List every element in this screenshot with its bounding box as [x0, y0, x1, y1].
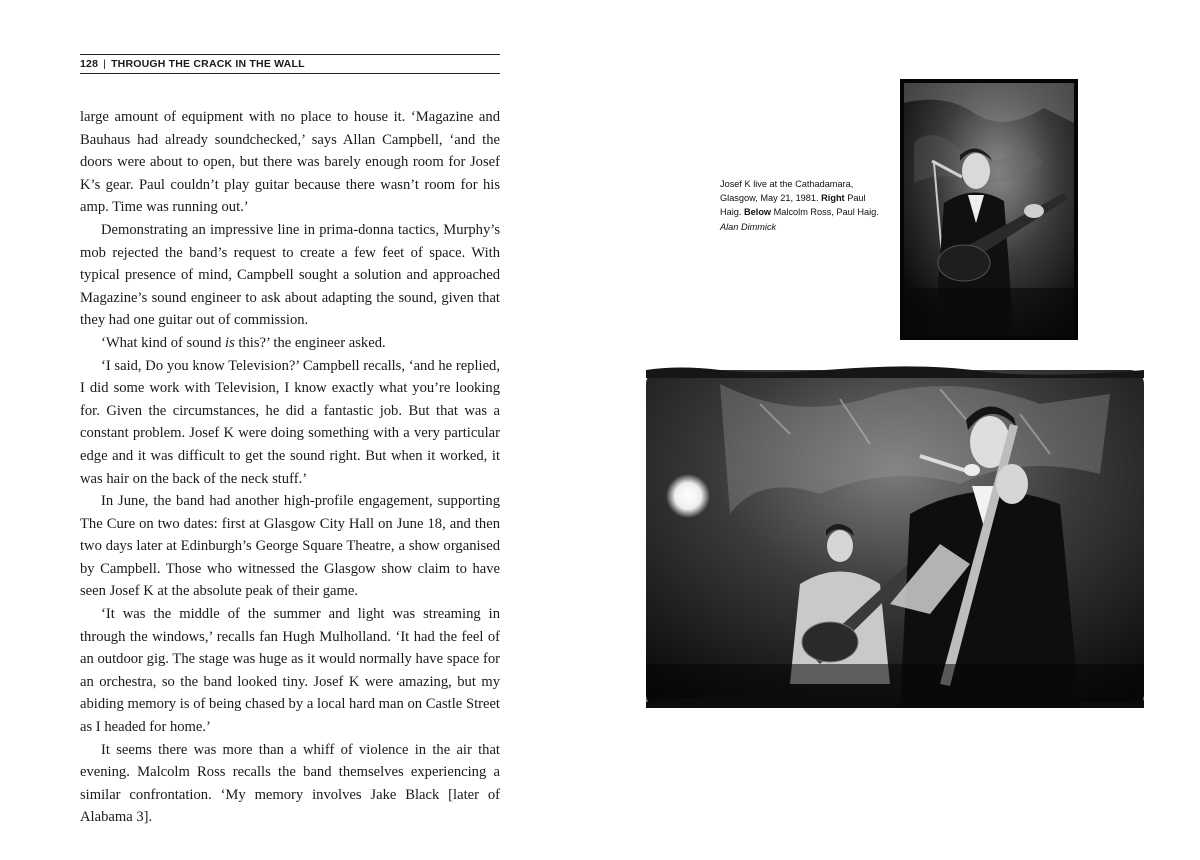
- paragraph: [80, 332, 500, 355]
- caption-right-text: Paul Haig.: [720, 193, 866, 218]
- caption-below-label: Below: [744, 207, 772, 218]
- caption-below-text: Malcolm Ross, Paul Haig.: [773, 207, 879, 218]
- photo-paul-haig-image: [904, 83, 1074, 336]
- paragraph-text: ‘What kind of sound: [101, 334, 226, 351]
- photo-paul-haig: [900, 79, 1078, 340]
- paragraph: large amount of equipment with no place to house it. ‘Magazine and Bauhaus had already soundchecked,’ says Allan Campbell, ‘and the doors were about to open, but there was barely enough room for Josef K’s gear. Paul couldn’t play guitar because there wasn’t room for his amp. Time was running out.’: [80, 109, 500, 216]
- page-number: 128: [80, 58, 99, 70]
- header-separator: |: [103, 58, 107, 70]
- caption-right-label: Right: [821, 193, 845, 204]
- paragraph: It seems there was more than a whiff of violence in the air that evening. Malcolm Ross recalls the band themselves experiencing a similar confrontation. ‘My memory involves Jake Black [later of Alabama 3].: [80, 741, 500, 826]
- paragraph-text: this?’ the engineer asked.: [234, 334, 386, 351]
- body-text: [80, 106, 500, 829]
- photo-malcolm-ross-paul-haig: [640, 364, 1150, 716]
- photo-credit: Alan Dimmick: [720, 221, 777, 232]
- paragraph: ‘I said, Do you know Television?’ Campbell recalls, ‘and he replied, I did some work with Television, I know exactly what you’re looking for. Given the circumstances, he did a fantastic job. But that was a constant problem. Josef K were doing something with a very particular edge and it was difficult to get the sound right. But when it worked, it was hair on the back of the neck stuff.’: [80, 357, 500, 487]
- paragraph: ‘It was the middle of the summer and light was streaming in through the windows,’ recalls fan Hugh Mulholland. ‘It had the feel of an outdoor gig. The stage was huge as it would normally have space for an orchestra, so the band looked tiny. Josef K were amazing, but my abiding memory is of being chased by a local hard man on Castle Street as I headed for home.’: [80, 606, 500, 736]
- paragraph: Demonstrating an impressive line in prima-donna tactics, Murphy’s mob rejected the band’s request to create a few feet of space. With typical presence of mind, Campbell sought a solution and approached Magazine’s sound engineer to ask about adapting the sound, given that they had one guitar out of commission.: [80, 221, 500, 329]
- running-header: [80, 54, 500, 74]
- paragraph-emphasis: is: [225, 334, 235, 351]
- paragraph: In June, the band had another high-profile engagement, supporting The Cure on two dates: first at Glasgow City Hall on June 18, and then two days later at Edinburgh’s George Square Theatre, a show organised by Campbell. Those who witnessed the Glasgow show claim to have seen Josef K at the absolute peak of their game.: [80, 493, 500, 600]
- photo-malcolm-ross-paul-haig-image: [640, 364, 1150, 716]
- book-title: THROUGH THE CRACK IN THE WALL: [111, 58, 305, 70]
- caption-text: Josef K live at the Cathadamara, Glasgow, May 21, 1981.: [720, 179, 854, 204]
- photo-caption: [720, 177, 888, 234]
